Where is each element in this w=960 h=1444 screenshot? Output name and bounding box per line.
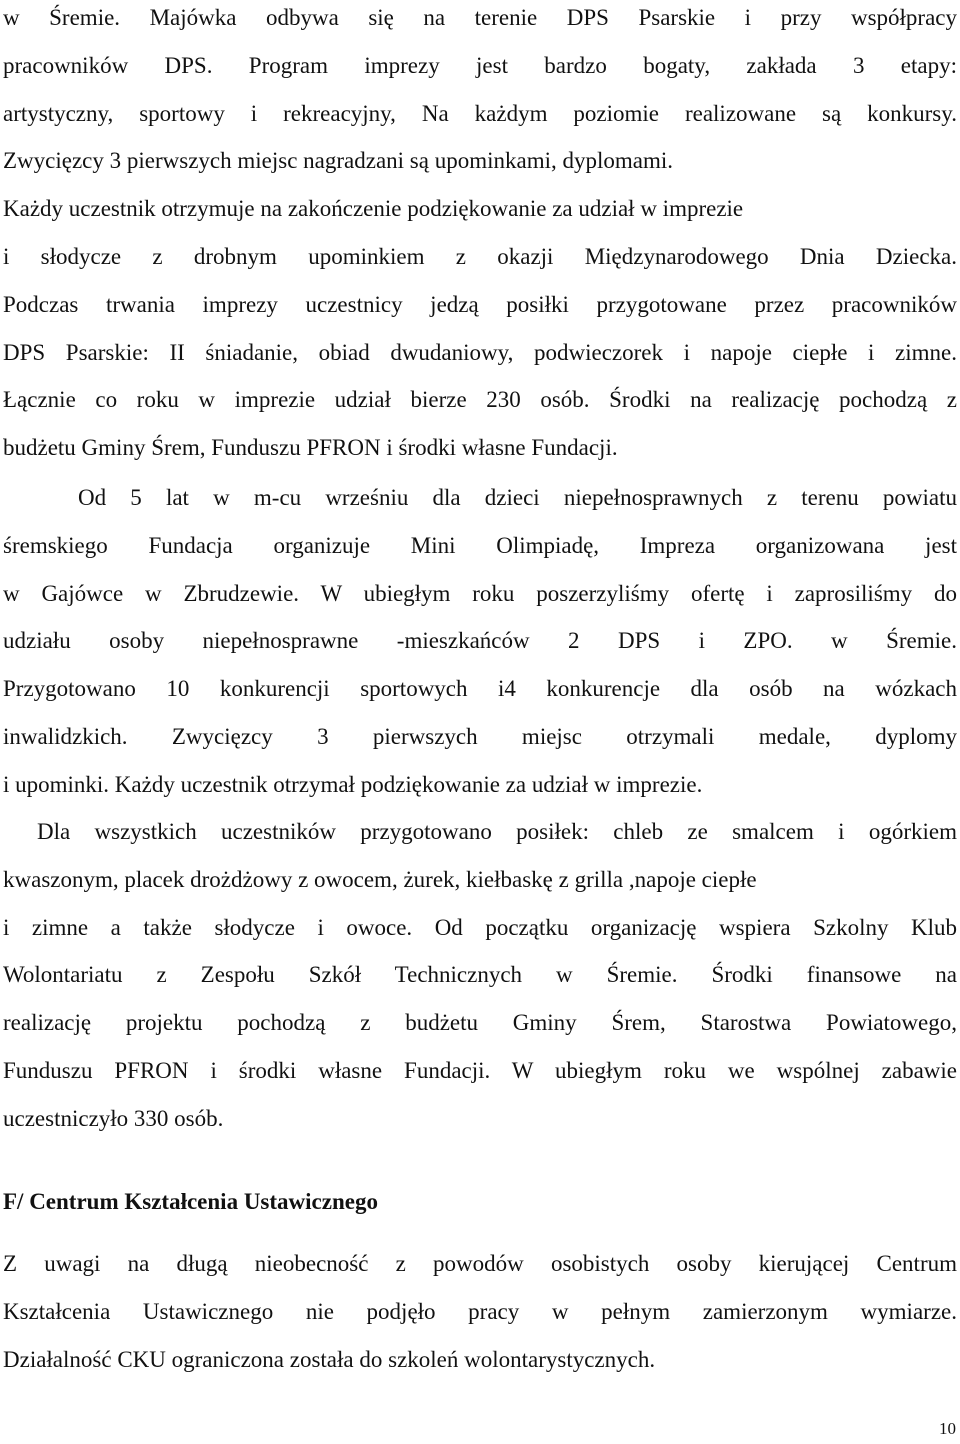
section-heading: F/ Centrum Kształcenia Ustawicznego <box>3 1189 378 1214</box>
paragraph-mini-olimpiada <box>3 474 957 809</box>
text-line: i upominki. Każdy uczestnik otrzymał podziękowanie za udział w imprezie. <box>3 771 703 797</box>
text-line: śremskiego Fundacja organizuje Mini Olimpiadę, Impreza organizowana jest <box>3 532 957 558</box>
text-line: Podczas trwania imprezy uczestnicy jedzą posiłki przygotowane przez pracowników <box>3 291 957 317</box>
text-line: DPS Psarskie: II śniadanie, obiad dwudaniowy, podwieczorek i napoje ciepłe i zimne. <box>3 339 957 365</box>
text-line: Każdy uczestnik otrzymuje na zakończenie podziękowanie za udział w imprezie <box>3 196 744 222</box>
text-line: inwalidzkich. Zwycięzcy 3 pierwszych miejsc otrzymali medale, dyplomy <box>3 723 957 749</box>
text-line: Zwycięzcy 3 pierwszych miejsc nagradzani są upominkami, dyplomami. <box>3 148 673 174</box>
paragraph-posilek <box>3 808 957 1143</box>
text-line: i słodycze z drobnym upominkiem z okazji Międzynarodowego Dnia Dziecka. <box>3 243 957 269</box>
text-line: artystyczny, sportowy i rekreacyjny, Na każdym poziomie realizowane są konkursy. <box>3 100 957 126</box>
text-line: udziału osoby niepełnosprawne -mieszkańców 2 DPS i ZPO. w Śremie. <box>3 628 957 654</box>
text-line: Przygotowano 10 konkurencji sportowych i4 konkurencje dla osób na wózkach <box>3 676 957 702</box>
text-line: Wolontariatu z Zespołu Szkół Technicznych w Śremie. Środki finansowe na <box>3 962 957 988</box>
text-line: Funduszu PFRON i środki własne Fundacji. W ubiegłym roku we wspólnej zabawie <box>3 1057 957 1083</box>
text-line: uczestniczyło 330 osób. <box>3 1105 224 1131</box>
text-line: pracowników DPS. Program imprezy jest bardzo bogaty, zakłada 3 etapy: <box>3 52 957 78</box>
text-line: realizację projektu pochodzą z budżetu Gminy Śrem, Starostwa Powiatowego, <box>3 1010 957 1036</box>
text-line: Działalność CKU ograniczona została do szkoleń wolontarystycznych. <box>3 1346 656 1372</box>
text-line: budżetu Gminy Śrem, Funduszu PFRON i środki własne Fundacji. <box>3 435 618 461</box>
page-number: 10 <box>939 1419 956 1438</box>
paragraph-cku <box>3 1240 957 1383</box>
text-line: kwaszonym, placek drożdżowy z owocem, żurek, kiełbaskę z grilla ,napoje ciepłe <box>3 866 757 892</box>
text-line: Dla wszystkich uczestników przygotowano posiłek: chleb ze smalcem i ogórkiem <box>37 819 957 844</box>
text-line: i zimne a także słodycze i owoce. Od początku organizację wspiera Szkolny Klub <box>3 914 957 940</box>
text-line: w Śremie. Majówka odbywa się na terenie DPS Psarskie i przy współpracy <box>3 5 957 30</box>
text-line: Od 5 lat w m-cu wrześniu dla dzieci niepełnosprawnych z terenu powiatu <box>78 485 957 510</box>
text-line: Łącznie co roku w imprezie udział bierze 230 osób. Środki na realizację pochodzą z <box>3 387 957 413</box>
text-line: Kształcenia Ustawicznego nie podjęło pracy w pełnym zamierzonym wymiarze. <box>3 1298 957 1324</box>
paragraph-majowka <box>3 0 957 472</box>
text-line: w Gajówce w Zbrudzewie. W ubiegłym roku poszerzyliśmy ofertę i zaprosiliśmy do <box>3 580 957 606</box>
text-line: Z uwagi na długą nieobecność z powodów osobistych osoby kierującej Centrum <box>3 1251 957 1276</box>
